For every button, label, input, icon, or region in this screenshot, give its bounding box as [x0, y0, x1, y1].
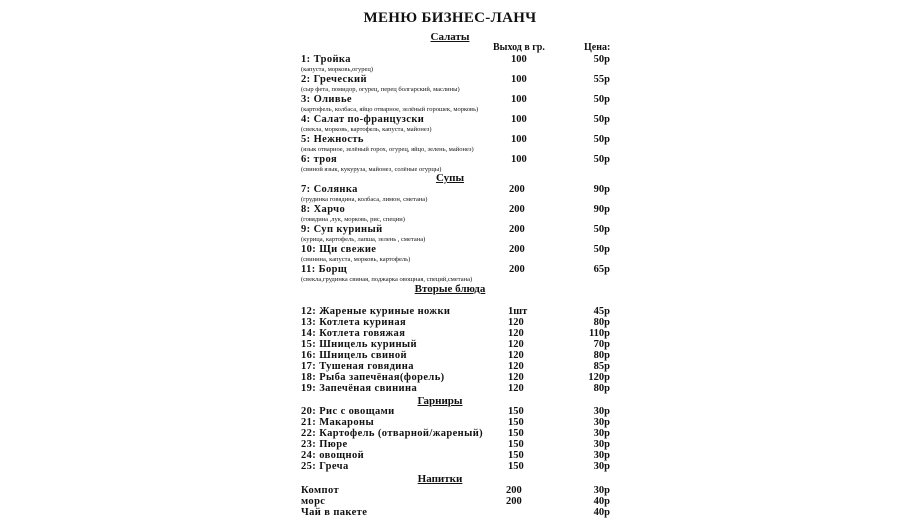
item-portion: 200 [509, 204, 525, 215]
item-portion: 200 [509, 184, 525, 195]
item-portion: 100 [511, 114, 527, 125]
item-name: 4: Салат по-французски [301, 114, 425, 125]
item-name: 12: Жареные куриные ножки [301, 306, 451, 317]
item-name: 24: овощной [301, 450, 365, 461]
item-price: 70р [593, 339, 610, 350]
item-price: 55р [593, 74, 610, 85]
menu-title: МЕНЮ БИЗНЕС-ЛАНЧ [363, 10, 537, 26]
item-portion: 150 [508, 428, 524, 439]
item-price: 110р [588, 328, 610, 339]
item-description: (язык отварное, зелёный горох, огурец, яйцо, зелень, майонез) [301, 146, 474, 153]
item-portion: 200 [509, 244, 525, 255]
section-mains-heading: Вторые блюда [414, 283, 486, 295]
item-name: 25: Греча [301, 461, 349, 472]
item-description: (капуста, морковь,огурец) [301, 66, 373, 73]
item-portion: 120 [508, 328, 524, 339]
item-name: 3: Оливье [301, 94, 352, 105]
item-portion: 200 [506, 496, 522, 507]
item-description: (картофель, колбаса, яйцо отварное, зелёный горошек, морковь) [301, 106, 479, 113]
item-price: 120р [588, 372, 610, 383]
item-name: 18: Рыба запечёная(форель) [301, 372, 445, 383]
item-name: 2: Греческий [301, 74, 367, 85]
item-price: 30р [593, 406, 610, 417]
item-name: 14: Котлета говяжая [301, 328, 406, 339]
item-name: 17: Тушеная говядина [301, 361, 414, 372]
item-price: 45р [593, 306, 610, 317]
item-price: 30р [593, 461, 610, 472]
item-name: 10: Щи свежие [301, 244, 377, 255]
item-name: 5: Нежность [301, 134, 364, 145]
item-portion: 200 [509, 264, 525, 275]
item-price: 80р [593, 350, 610, 361]
section-sides-heading: Гарниры [417, 395, 463, 407]
item-portion: 150 [508, 417, 524, 428]
item-portion: 150 [508, 406, 524, 417]
item-price: 90р [593, 204, 610, 215]
item-price: 50р [593, 154, 610, 165]
item-description: (свекла,грудинка свиная, поджарка овощная, специй,сметана) [301, 276, 473, 283]
item-price: 90р [593, 184, 610, 195]
item-description: (говядина ,лук, морковь, рис, специи) [301, 216, 405, 223]
item-name: Чай в пакете [301, 507, 368, 518]
item-price: 30р [593, 450, 610, 461]
item-name: 11: Борщ [301, 264, 348, 275]
item-price: 40р [593, 496, 610, 507]
item-name: 23: Пюре [301, 439, 348, 450]
item-portion: 100 [511, 74, 527, 85]
section-soups-heading: Супы [435, 172, 465, 184]
item-name: 19: Запечёная свинина [301, 383, 418, 394]
column-price-header: Цена: [584, 42, 611, 53]
item-portion: 100 [511, 94, 527, 105]
item-name: 7: Солянка [301, 184, 358, 195]
item-name: 16: Шницель свиной [301, 350, 407, 361]
section-salads-heading: Салаты [430, 31, 470, 43]
item-description: (курица, картофель, лапша, зелень , сметана) [301, 236, 426, 243]
item-price: 50р [593, 224, 610, 235]
item-portion: 100 [511, 154, 527, 165]
item-portion: 200 [509, 224, 525, 235]
item-portion: 120 [508, 350, 524, 361]
item-description: (грудинка говядина, колбаса, лимон, сметана) [301, 196, 428, 203]
item-name: 20: Рис с овощами [301, 406, 395, 417]
item-name: 13: Котлета куриная [301, 317, 407, 328]
item-description: (свекла, морковь, картофель, капуста, майонез) [301, 126, 432, 133]
item-price: 80р [593, 383, 610, 394]
item-portion: 120 [508, 361, 524, 372]
item-name: 21: Макароны [301, 417, 375, 428]
item-name: 6: троя [301, 154, 338, 165]
item-name: 22: Картофель (отварной/жареный) [301, 428, 484, 439]
item-price: 50р [593, 114, 610, 125]
item-portion: 120 [508, 339, 524, 350]
column-portion-header: Выход в гр. [493, 42, 545, 53]
item-price: 30р [593, 417, 610, 428]
item-price: 85р [593, 361, 610, 372]
item-price: 30р [593, 485, 610, 496]
item-description: (свинина, капуста, морковь, картофель) [301, 256, 411, 263]
item-name: 9: Суп куриный [301, 224, 383, 235]
item-description: (сыр фета, помидор, огурец, перец болгарский, маслины) [301, 86, 460, 93]
item-price: 50р [593, 244, 610, 255]
section-drinks-heading: Напитки [417, 473, 463, 485]
item-price: 50р [593, 54, 610, 65]
item-portion: 100 [511, 134, 527, 145]
item-description: (свиной язык, кукуруза, майонез, солёные огурцы) [301, 166, 442, 173]
item-name: 8: Харчо [301, 204, 346, 215]
item-name: морс [301, 496, 326, 507]
item-price: 65р [593, 264, 610, 275]
item-portion: 150 [508, 439, 524, 450]
item-name: 1: Тройка [301, 54, 351, 65]
item-name: 15: Шницель куриный [301, 339, 417, 350]
item-portion: 120 [508, 317, 524, 328]
item-portion: 150 [508, 450, 524, 461]
item-portion: 1шт [508, 306, 528, 317]
item-price: 30р [593, 439, 610, 450]
item-price: 50р [593, 94, 610, 105]
item-portion: 120 [508, 372, 524, 383]
item-name: Компот [301, 485, 340, 496]
item-price: 40р [593, 507, 610, 518]
item-price: 30р [593, 428, 610, 439]
item-portion: 120 [508, 383, 524, 394]
item-price: 50р [593, 134, 610, 145]
item-portion: 100 [511, 54, 527, 65]
item-portion: 200 [506, 485, 522, 496]
item-price: 80р [593, 317, 610, 328]
item-portion: 150 [508, 461, 524, 472]
